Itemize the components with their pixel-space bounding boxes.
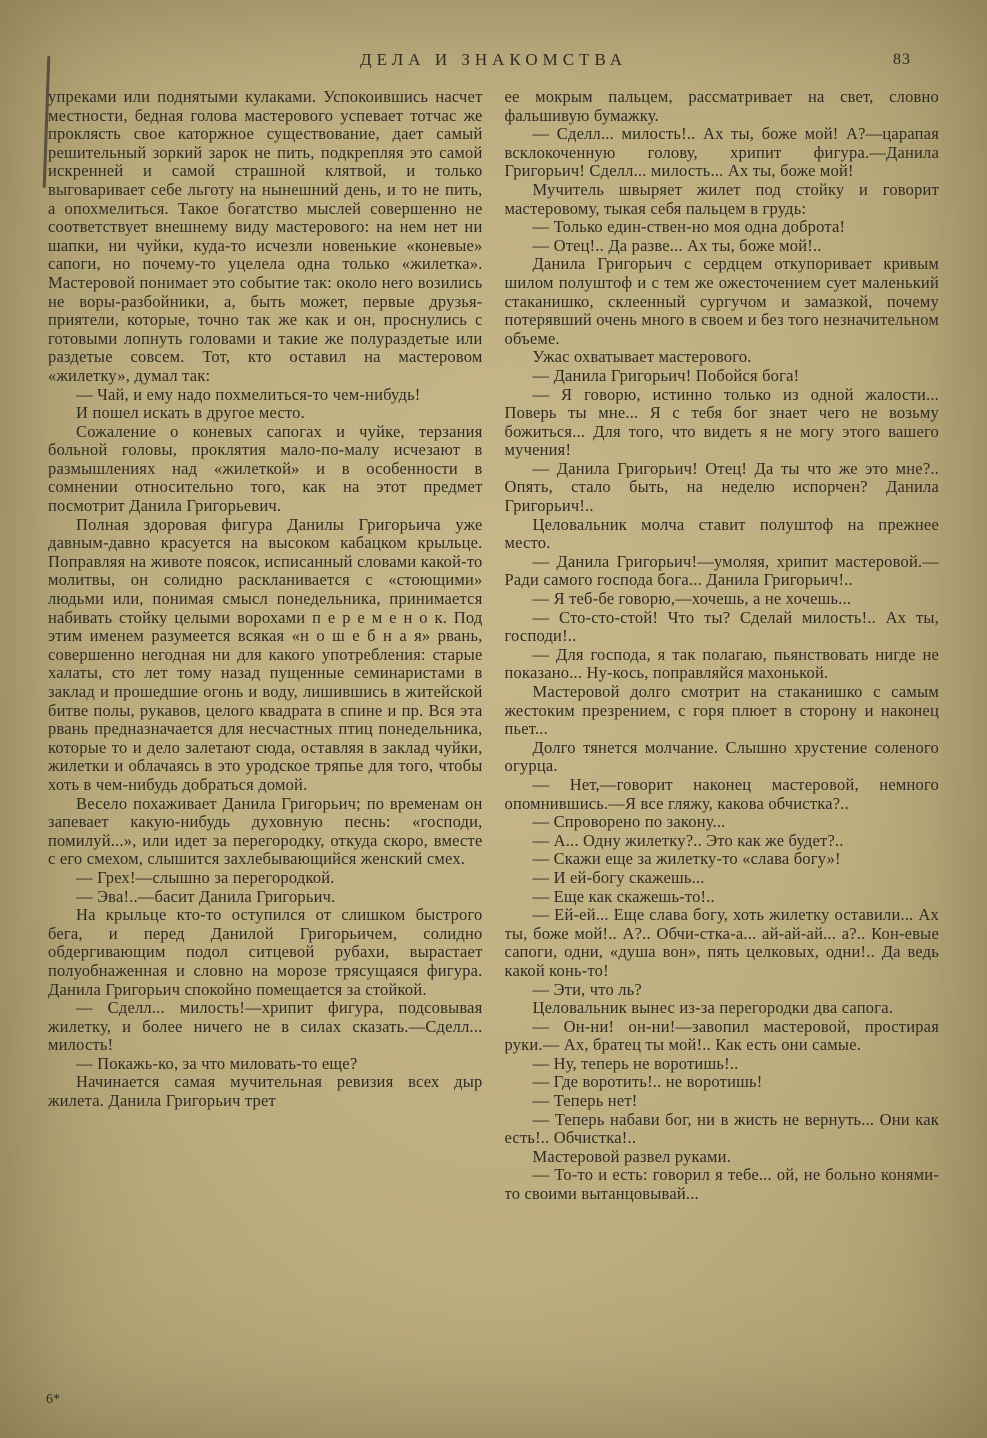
paragraph: — Сто-сто-стой! Что ты? Сделай милость!.. Ах ты, господи!.. (504, 607, 939, 646)
paragraph: — Теперь нет! (532, 1091, 638, 1111)
right-column (505, 88, 940, 1394)
paragraph: — Скажи еще за жилетку-то «слава богу»! (532, 849, 841, 869)
paragraph: — Данила Григорьич!—умоляя, хрипит мастеровой.—Ради самого господа бога... Данила Григорьич!.. (504, 551, 939, 590)
paragraph: — А... Одну жилетку?.. Это как же будет?.. (532, 830, 844, 850)
left-column (48, 88, 483, 1394)
paragraph: — Ну, теперь не воротишь!.. (532, 1053, 739, 1073)
page-header (48, 50, 939, 76)
paragraph: — Данила Григорьич! Отец! Да ты что же это мне?.. Опять, стало быть, на неделю испорчен? Данила Григорьич!.. (504, 458, 939, 516)
paragraph: — Грех!—слышно за перегородкой. (76, 867, 335, 887)
paragraph: — Я теб-бе говорю,—хочешь, а не хочешь... (532, 589, 852, 609)
paragraph: — Эва!..—басит Данила Григорьич. (76, 886, 336, 906)
paragraph: упреками или поднятыми кулаками. Успокоившись насчет местности, бедная голова мастерового успевает тотчас же проклясть свое каторжное существование, дает самый решительный зоркий зарок не пить, подкрепляя это самой искренней и самой страшной клятвой, и только выговаривает себе льготу на нынешний день, и то не пить, а опохмелиться. Такое богатство мыслей совершенно не соответствует внешнему виду мастерового: на нем нет ни шапки, ни чуйки, куда-то исчезли новенькие «коневые» сапоги, но почему-то уцелела одна только «жилетка». Мастеровой понимает это событие так: около него возились не воры-разбойники, а, быть может, первые друзья-приятели, которые, точно так же как и он, проснулись с готовыми лопнуть головами и такие же полураздетые или раздетые совсем. Тот, кто оставил на мастеровом «жилетку», думал так: (48, 88, 483, 385)
paragraph: — Сделл... милость!—хрипит фигура, подсовывая жилетку, и более ничего не в силах сказать.—Сделл... милость! (48, 998, 483, 1055)
paragraph: — Где воротить!.. не воротишь! (532, 1072, 763, 1092)
signature-mark: 6* (46, 1392, 60, 1407)
paragraph: Мастеровой развел руками. (532, 1146, 732, 1166)
paragraph: Целовальник молча ставит полуштоф на прежнее место. (504, 514, 939, 553)
paragraph: — Данила Григорьич! Побойся бога! (532, 365, 800, 385)
paragraph: ее мокрым пальцем, рассматривает на свет, словно фальшивую бумажку. (504, 88, 939, 125)
paragraph: На крыльце кто-то оступился от слишком быстрого бега, и перед Данилой Григорьичем, солидно обдергивающим подол ситцевой рубахи, вырастает полуобнаженная и словно на морозе трясущаяся фигура. Данила Григорьич спокойно помещается за стойкой. (48, 905, 483, 999)
paragraph: — Сделл... милость!.. Ах ты, боже мой! А?—царапая всклокоченную голову, хрипит фигура.—Данила Григорьич! Сделл... милость... Ах ты, боже мой! (504, 124, 939, 181)
paragraph: Целовальник вынес из-за перегородки два сапога. (532, 998, 894, 1018)
paragraph: — Эти, что ль? (532, 979, 642, 999)
paragraph: — Чай, и ему надо похмелиться-то чем-нибудь! (76, 384, 421, 404)
paragraph: Ужас охватывает мастерового. (532, 347, 752, 367)
paragraph: Весело похаживает Данила Григорьич; по временам он запевает какую-нибудь духовную песнь: «господи, помилуй...», или идет за перегородку, откуда скоро, вместе с его смехом, слышится захлебывающийся женский смех. (48, 793, 483, 869)
paragraph: — Покажь-ко, за что миловать-то еще? (76, 1053, 358, 1073)
paragraph: — Нет,—говорит наконец мастеровой, немного опомнившись.—Я все гляжу, какова обчистка?.. (504, 774, 939, 813)
paragraph: Данила Григорьич с сердцем откупоривает кривым шилом полуштоф и с тем же ожесточением сует маленький стаканишко, склеенный сургучом и замазкой, почему потерявший очень много в своем и без того незначительном объеме. (504, 254, 939, 348)
paragraph: Мучитель швыряет жилет под стойку и говорит мастеровому, тыкая себя пальцем в грудь: (504, 179, 939, 218)
paragraph: Полная здоровая фигура Данилы Григорьича уже давным-давно красуется на высоком кабацком крыльце. Поправляя на животе поясок, исписанный словами какой-то молитвы, он солидно раскланивается с «стоющими» людьми или, понимая смысл понедельника, принимается набивать стойку целыми ворохами п е р е м е н о к. Под этим именем разумеется всякая «н о ш е б н а я» рвань, совершенно негодная ни для какого употребления: старые халаты, сто лет тому назад пущенные семинаристами в заклад и прошедшие огонь и воду, лишившись в житейской битве полы, рукавов, целого квадрата в спине и пр. Вся эта рвань предназначается для несчастных птиц понедельника, которые то и дело залетают сюда, оставляя в заклад чуйки, жилетки и облачаясь в это уродское тряпье для того, чтобы хоть в чем-нибудь добраться домой. (48, 514, 483, 794)
text-columns (48, 88, 939, 1394)
paragraph: — Еще как скажешь-то!.. (532, 886, 715, 906)
paragraph: — Отец!.. Да разве... Ах ты, боже мой!.. (532, 235, 822, 255)
paragraph: И пошел искать в другое место. (76, 403, 305, 423)
paragraph: — Ей-ей... Еще слава богу, хоть жилетку оставили... Ах ты, боже мой!.. А?.. Обчи-стка-а... ай-ай-ай... а?.. Кон-евые сапоги, одни, «душа вон», пять целковых, одни!.. Да ведь какой конь-то! (504, 905, 939, 980)
paragraph: — То-то и есть: говорил я тебе... ой, не больно конями-то своими вытанцовывай... (504, 1165, 939, 1204)
paragraph: Сожаление о коневых сапогах и чуйке, терзания больной головы, проклятия мало-по-малу исчезают в размышлениях над «жилеткой» и в особенности в сомнении относительно того, как на этот предмет посмотрит Данила Григорьевич. (48, 421, 483, 516)
paragraph: Долго тянется молчание. Слышно хрустение соленого огурца. (504, 737, 939, 776)
running-title: ДЕЛА И ЗНАКОМСТВА (360, 50, 627, 69)
paragraph: — Для господа, я так полагаю, пьянствовать нигде не показано... Ну-кось, поправляйся махонькой. (504, 644, 939, 683)
paragraph: — Только един-ствен-но моя одна доброта! (532, 217, 846, 237)
paragraph: — Я говорю, истинно только из одной жалости... Поверь ты мне... Я с тебя бог знает чего не возьму божиться... Для того, что видеть я не могу этого вашего мучения! (504, 384, 939, 460)
paragraph: Начинается самая мучительная ревизия всех дыр жилета. Данила Григорьич трет (48, 1072, 483, 1111)
page-number: 83 (893, 51, 911, 68)
paragraph: Мастеровой долго смотрит на стаканишко с самым жестоким презрением, с горя плюет в сторону и наконец пьет... (504, 682, 939, 739)
paragraph: — Спроворено по закону... (532, 812, 726, 832)
paragraph: — И ей-богу скажешь... (532, 867, 705, 887)
paragraph: — Он-ни! он-ни!—завопил мастеровой, простирая руки.— Ах, братец ты мой!.. Как есть они самые. (504, 1016, 939, 1055)
paragraph: — Теперь набави бог, ни в жисть не вернуть... Они как есть!.. Обчистка!.. (504, 1109, 939, 1148)
